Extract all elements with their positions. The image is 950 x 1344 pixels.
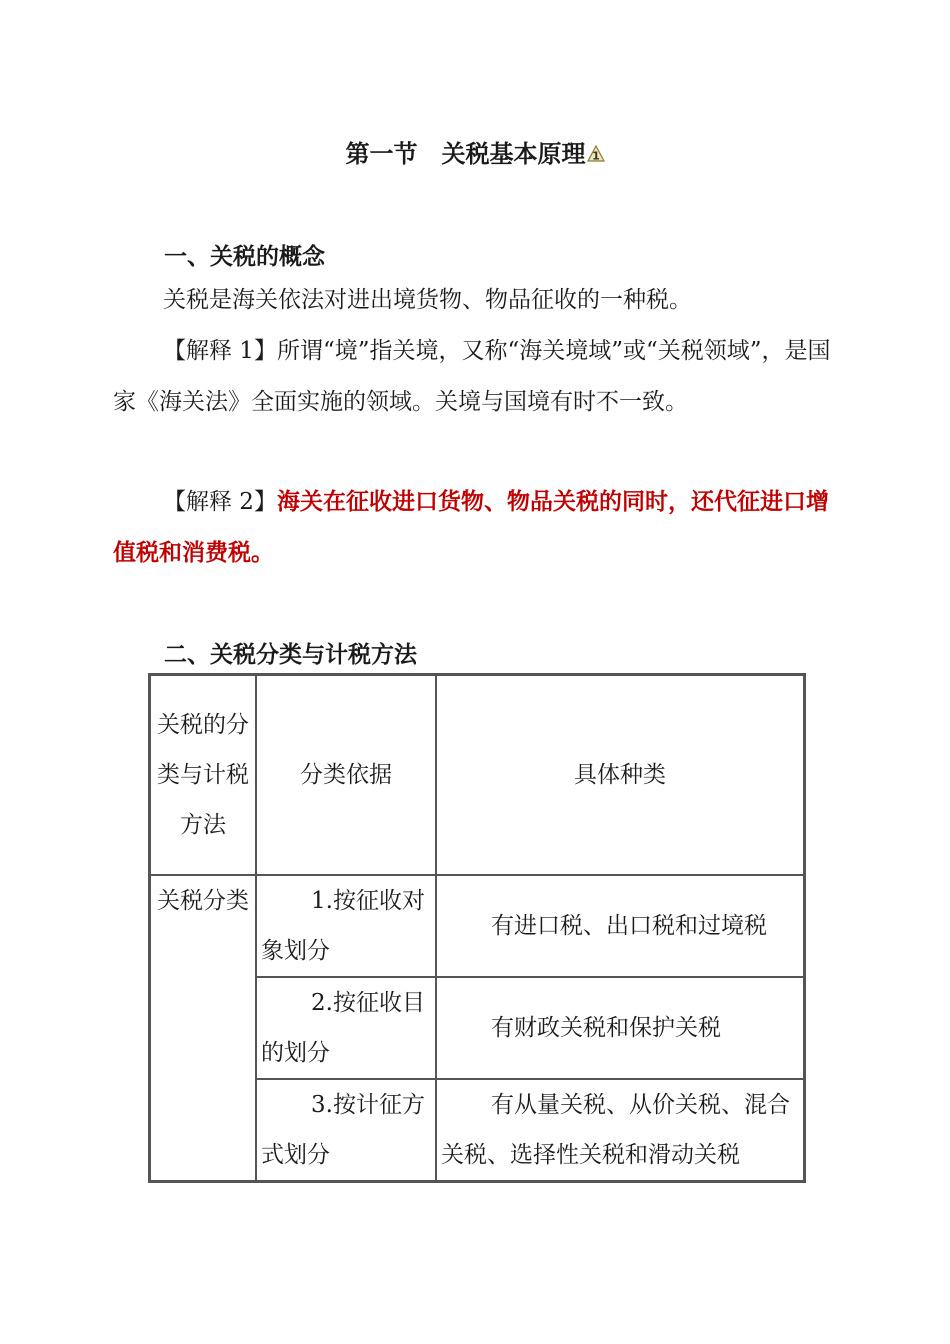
table-cell-basis: 1.按征收对象划分 xyxy=(256,875,436,977)
table-header-cell: 关税的分类与计税方法 xyxy=(150,675,256,875)
section-heading-concept: 一、关税的概念 xyxy=(164,244,325,270)
table-cell-types: 有从量关税、从价关税、混合关税、选择性关税和滑动关税 xyxy=(436,1079,804,1181)
explanation-1-paragraph xyxy=(113,326,833,428)
table-header-cell: 具体种类 xyxy=(436,675,804,875)
page-title xyxy=(0,134,950,169)
explanation-2-highlight: 海关在征收进口货物、物品关税的同时，还代征进口增值税和消费税。 xyxy=(113,489,829,566)
explanation-2-paragraph xyxy=(113,477,833,579)
table-row xyxy=(150,875,804,977)
table-header-row xyxy=(150,675,804,875)
title-section-number: 第一节 xyxy=(345,140,418,168)
explanation-2-label: 【解释 2】 xyxy=(163,489,277,515)
table-cell-basis: 3.按计征方式划分 xyxy=(256,1079,436,1181)
table-cell-basis: 2.按征收目的划分 xyxy=(256,977,436,1079)
svg-text:1: 1 xyxy=(591,149,600,163)
table-group-label: 关税分类 xyxy=(150,875,256,1181)
table-cell-types: 有进口税、出口税和过境税 xyxy=(436,875,804,977)
definition-paragraph: 关税是海关依法对进出境货物、物品征收的一种税。 xyxy=(163,287,692,313)
title-text: 关税基本原理 xyxy=(441,140,586,168)
table-cell-types: 有财政关税和保护关税 xyxy=(436,977,804,1079)
section-heading-classification: 二、关税分类与计税方法 xyxy=(164,642,417,668)
explanation-1-text: 所谓“境”指关境，又称“海关境域”或“关税领域”，是国家《海关法》全面实施的领域。关境与国境有时不一致。 xyxy=(113,338,831,415)
classification-table xyxy=(148,673,806,1183)
table-header-cell: 分类依据 xyxy=(256,675,436,875)
warning-icon xyxy=(587,145,605,163)
explanation-1-label: 【解释 1】 xyxy=(163,338,277,364)
